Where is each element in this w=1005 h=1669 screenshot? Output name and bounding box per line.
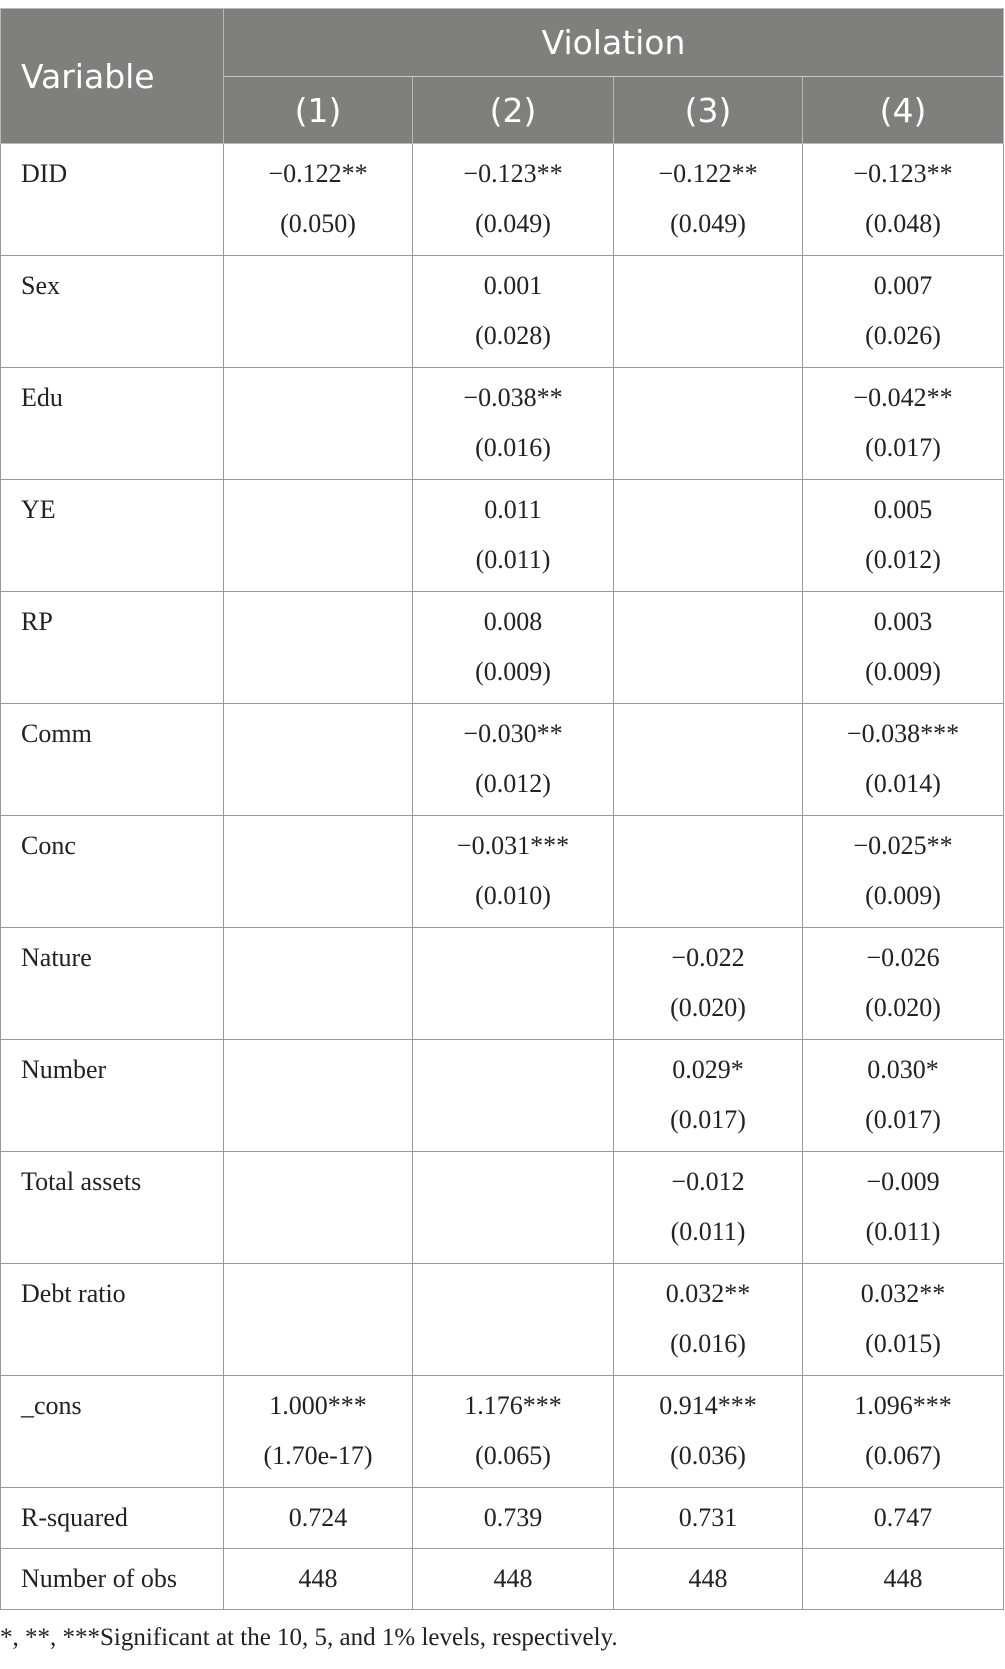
standard-error: (0.017) [865, 433, 941, 462]
table-row [1, 704, 1004, 816]
coefficient: 0.007 [873, 271, 933, 300]
coefficient: −0.122** [658, 159, 758, 188]
coefficient [614, 256, 802, 303]
standard-error: (0.026) [865, 321, 941, 350]
coefficient [614, 368, 802, 415]
row-label [1, 1152, 224, 1264]
row-label [1, 704, 224, 816]
table-cell [803, 1376, 1004, 1488]
column-header-1: (1) [224, 77, 413, 144]
row-label-text: Comm [21, 719, 92, 748]
table-cell [614, 704, 803, 816]
standard-error [614, 639, 802, 689]
standard-error: (0.012) [865, 545, 941, 574]
coefficient [413, 1040, 613, 1087]
row-label-text: RP [21, 607, 53, 636]
standard-error: (0.067) [865, 1441, 941, 1470]
table-cell [224, 1040, 413, 1152]
table-cell [224, 592, 413, 704]
row-label [1, 592, 224, 704]
table-row [1, 1040, 1004, 1152]
table-cell [614, 1040, 803, 1152]
standard-error [614, 863, 802, 913]
coefficient: −0.030** [463, 719, 563, 748]
standard-error: (0.028) [475, 321, 551, 350]
column-header-2: (2) [413, 77, 614, 144]
standard-error [224, 1087, 412, 1137]
coefficient [614, 480, 802, 527]
table-cell [803, 704, 1004, 816]
standard-error: (1.70e-17) [263, 1441, 373, 1470]
table-row [1, 1376, 1004, 1488]
column-header-3: (3) [614, 77, 803, 144]
standard-error [413, 975, 613, 1025]
row-label-text: Number [21, 1055, 107, 1084]
standard-error: (0.016) [670, 1329, 746, 1358]
standard-error: (0.010) [475, 881, 551, 910]
table-cell [224, 1376, 413, 1488]
coefficient: −0.009 [866, 1167, 940, 1196]
table-cell [224, 928, 413, 1040]
table-cell [614, 1376, 803, 1488]
coefficient [413, 1152, 613, 1199]
table-cell [413, 816, 614, 928]
standard-error [224, 863, 412, 913]
coefficient: 1.176*** [464, 1391, 562, 1420]
table-row [1, 1152, 1004, 1264]
standard-error: (0.036) [670, 1441, 746, 1470]
row-label-text: Conc [21, 831, 76, 860]
coefficient: −0.038*** [846, 719, 960, 748]
standard-error [224, 415, 412, 465]
table-cell [413, 368, 614, 480]
violation-group-header: Violation [224, 9, 1004, 77]
coefficient: 0.914*** [659, 1391, 757, 1420]
coefficient: 0.005 [873, 495, 933, 524]
row-label [1, 1040, 224, 1152]
summary-cell: 448 [224, 1549, 413, 1610]
standard-error [413, 1087, 613, 1137]
table-cell [413, 928, 614, 1040]
standard-error: (0.011) [475, 545, 551, 574]
standard-error: (0.048) [865, 209, 941, 238]
table-row [1, 256, 1004, 368]
coefficient: 1.096*** [854, 1391, 952, 1420]
summary-cell: 448 [413, 1549, 614, 1610]
standard-error: (0.050) [280, 209, 356, 238]
coefficient: 0.029* [672, 1055, 744, 1084]
coefficient: −0.022 [671, 943, 745, 972]
summary-row [1, 1549, 1004, 1610]
regression-table [0, 8, 1004, 1610]
summary-cell: 448 [614, 1549, 803, 1610]
standard-error: (0.020) [865, 993, 941, 1022]
table-cell [224, 144, 413, 256]
table-cell [614, 480, 803, 592]
standard-error [224, 303, 412, 353]
table-cell [224, 256, 413, 368]
standard-error [413, 1199, 613, 1249]
table-cell [803, 1152, 1004, 1264]
table-cell [413, 1376, 614, 1488]
coefficient: 0.011 [484, 495, 542, 524]
standard-error: (0.017) [670, 1105, 746, 1134]
standard-error: (0.015) [865, 1329, 941, 1358]
standard-error [224, 751, 412, 801]
coefficient: −0.042** [853, 383, 953, 412]
standard-error [614, 751, 802, 801]
table-cell [803, 1264, 1004, 1376]
coefficient: −0.123** [463, 159, 563, 188]
standard-error: (0.065) [475, 1441, 551, 1470]
table-cell [803, 592, 1004, 704]
standard-error: (0.049) [670, 209, 746, 238]
table-cell [413, 480, 614, 592]
coefficient: 1.000*** [269, 1391, 367, 1420]
row-label-text: Sex [21, 271, 60, 300]
summary-cell: 0.747 [803, 1488, 1004, 1549]
coefficient: −0.038** [463, 383, 563, 412]
coefficient: −0.123** [853, 159, 953, 188]
coefficient [224, 1040, 412, 1087]
standard-error: (0.014) [865, 769, 941, 798]
regression-table-container [0, 8, 1003, 1610]
row-label [1, 816, 224, 928]
row-label [1, 1376, 224, 1488]
summary-row [1, 1488, 1004, 1549]
table-row [1, 1264, 1004, 1376]
table-row [1, 144, 1004, 256]
standard-error: (0.049) [475, 209, 551, 238]
table-cell [803, 480, 1004, 592]
table-cell [803, 928, 1004, 1040]
table-cell [224, 704, 413, 816]
coefficient [413, 928, 613, 975]
coefficient [614, 816, 802, 863]
table-cell [224, 1264, 413, 1376]
table-cell [413, 1264, 614, 1376]
standard-error [614, 415, 802, 465]
table-cell [224, 816, 413, 928]
table-cell [614, 1152, 803, 1264]
table-cell [614, 816, 803, 928]
table-cell [614, 928, 803, 1040]
row-label: R-squared [1, 1488, 224, 1549]
coefficient [224, 256, 412, 303]
table-cell [224, 1152, 413, 1264]
standard-error [224, 639, 412, 689]
column-header-4: (4) [803, 77, 1004, 144]
coefficient: 0.001 [483, 271, 543, 300]
coefficient: 0.008 [483, 607, 543, 636]
standard-error: (0.011) [865, 1217, 941, 1246]
coefficient: −0.026 [866, 943, 940, 972]
coefficient [224, 704, 412, 751]
variable-header: Variable [1, 9, 224, 144]
coefficient [224, 1264, 412, 1311]
table-cell [803, 816, 1004, 928]
coefficient [224, 928, 412, 975]
standard-error: (0.009) [865, 657, 941, 686]
row-label: Number of obs [1, 1549, 224, 1610]
standard-error: (0.009) [475, 657, 551, 686]
coefficient: 0.032** [860, 1279, 946, 1308]
coefficient: 0.003 [873, 607, 933, 636]
table-cell [614, 1264, 803, 1376]
row-label-text: YE [21, 495, 56, 524]
table-cell [413, 592, 614, 704]
table-row [1, 480, 1004, 592]
summary-cell: 0.739 [413, 1488, 614, 1549]
row-label [1, 928, 224, 1040]
row-label-text: Total assets [21, 1167, 142, 1196]
table-cell [413, 256, 614, 368]
table-cell [614, 256, 803, 368]
table-body [1, 144, 1004, 1610]
row-label [1, 1264, 224, 1376]
row-label [1, 368, 224, 480]
table-cell [803, 1040, 1004, 1152]
standard-error [224, 1311, 412, 1361]
table-cell [614, 368, 803, 480]
coefficient: 0.030* [867, 1055, 939, 1084]
table-row [1, 592, 1004, 704]
row-label-text: Debt ratio [21, 1279, 126, 1308]
standard-error [224, 527, 412, 577]
row-label [1, 480, 224, 592]
table-cell [614, 592, 803, 704]
row-label-text: _cons [21, 1391, 82, 1420]
significance-note: *, **, ***Significant at the 10, 5, and 1% levels, respectively. [0, 1624, 618, 1651]
table-cell [614, 144, 803, 256]
table-cell [224, 480, 413, 592]
standard-error: (0.011) [670, 1217, 746, 1246]
table-cell [413, 1040, 614, 1152]
table-cell [803, 256, 1004, 368]
coefficient [614, 592, 802, 639]
table-cell [413, 1152, 614, 1264]
summary-cell: 0.731 [614, 1488, 803, 1549]
row-label-text: DID [21, 159, 68, 188]
table-cell [224, 368, 413, 480]
row-label [1, 256, 224, 368]
table-row [1, 368, 1004, 480]
coefficient [614, 704, 802, 751]
table-cell [803, 144, 1004, 256]
standard-error: (0.009) [865, 881, 941, 910]
table-row [1, 928, 1004, 1040]
table-cell [413, 704, 614, 816]
summary-cell: 0.724 [224, 1488, 413, 1549]
standard-error [224, 975, 412, 1025]
coefficient: −0.031*** [456, 831, 570, 860]
standard-error [614, 303, 802, 353]
table-cell [413, 144, 614, 256]
table-row [1, 816, 1004, 928]
row-label-text: Nature [21, 943, 92, 972]
standard-error: (0.017) [865, 1105, 941, 1134]
coefficient: −0.025** [853, 831, 953, 860]
standard-error: (0.020) [670, 993, 746, 1022]
standard-error [224, 1199, 412, 1249]
standard-error [413, 1311, 613, 1361]
coefficient [224, 480, 412, 527]
row-label-text: Edu [21, 383, 63, 412]
standard-error [614, 527, 802, 577]
table-header [1, 9, 1004, 144]
standard-error: (0.012) [475, 769, 551, 798]
coefficient: −0.122** [268, 159, 368, 188]
row-label [1, 144, 224, 256]
coefficient: 0.032** [665, 1279, 751, 1308]
standard-error: (0.016) [475, 433, 551, 462]
coefficient: −0.012 [671, 1167, 745, 1196]
coefficient [413, 1264, 613, 1311]
coefficient [224, 1152, 412, 1199]
coefficient [224, 816, 412, 863]
coefficient [224, 368, 412, 415]
table-cell [803, 368, 1004, 480]
summary-cell: 448 [803, 1549, 1004, 1610]
coefficient [224, 592, 412, 639]
